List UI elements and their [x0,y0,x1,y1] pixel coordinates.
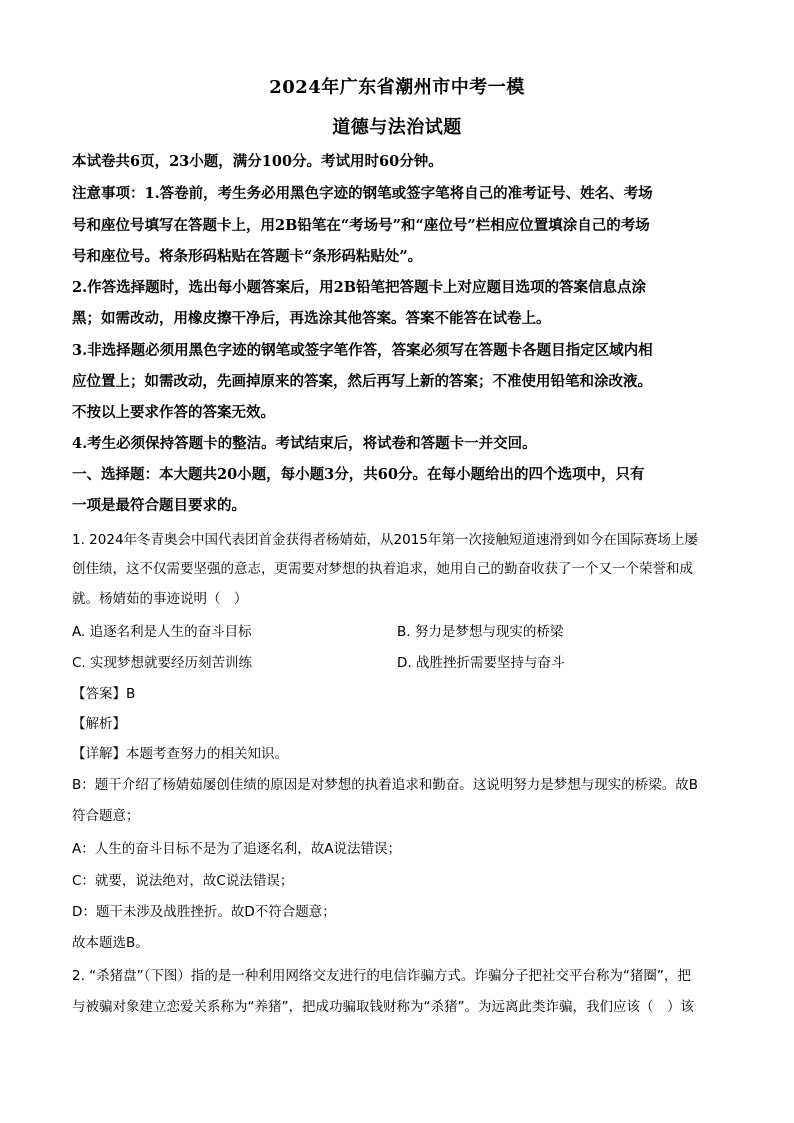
question-2-line-2: 与被骗对象建立恋爱关系称为“养猪”，把成功骗取钱财称为“杀猪”。为远离此类诈骗，我们应该（ ）该 [72,999,694,1015]
question-1-explanation-d: D：题干未涉及战胜挫折。故D不符合题意； [72,904,336,920]
question-1-option-d: D. 战胜挫折需要坚持与奋斗 [397,655,565,671]
question-1-option-c: C. 实现梦想就要经历刻苦训练 [72,655,253,671]
note-2-line-2: 黑；如需改动，用橡皮擦干净后，再选涂其他答案。答案不能答在试卷上。 [72,310,551,327]
note-3-line-3: 不按以上要求作答的答案无效。 [72,404,275,421]
exam-subtitle: 道德与法治试题 [332,117,462,138]
question-1-explanation-b-line-1: B：题干介绍了杨婧茹屡创佳绩的原因是对梦想的执着追求和勤奋。这说明努力是梦想与现实的桥梁。故B [72,777,699,793]
question-1-detail: 【详解】本题考查努力的相关知识。 [72,746,288,762]
note-2-line-1: 2.作答选择题时，选出每小题答案后，用2B铅笔把答题卡上对应题目选项的答案信息点涂 [72,279,646,296]
question-1-conclusion: 故本题选B。 [72,935,149,951]
section-heading-line-2: 一项是最符合题目要求的。 [72,497,246,514]
exam-summary: 本试卷共6页，23小题，满分100分。考试用时60分钟。 [72,153,443,170]
exam-title: 2024年广东省潮州市中考一模 [269,77,525,98]
question-1-explanation-b-line-2: 符合题意； [72,808,140,824]
note-3-line-1: 3.非选择题必须用黑色字迹的钢笔或签字笔作答，答案必须写在答题卡各题目指定区域内相 [72,342,653,359]
question-1-explanation-c: C：就要，说法绝对，故C说法错误； [72,873,294,889]
question-2-line-1: 2. “杀猪盘”（下图）指的是一种利用网络交友进行的电信诈骗方式。诈骗分子把社交平台称为“猪圈”，把 [72,968,691,984]
section-heading-line-1: 一、选择题：本大题共20小题，每小题3分，共60分。在每小题给出的四个选项中，只有 [72,466,645,483]
question-1-line-2: 创佳绩，这不仅需要坚强的意志，更需要对梦想的执着追求，她用自己的勤奋收获了一个又一个荣誉和成 [72,561,693,577]
note-1-line-2: 号和座位号填写在答题卡上，用2B铅笔在“考场号”和“座位号”栏相应位置填涂自己的考场 [72,217,650,234]
question-1-analysis-label: 【解析】 [72,716,126,732]
question-1-explanation-a: A：人生的奋斗目标不是为了追逐名利，故A说法错误； [72,841,401,857]
note-3-line-2: 应位置上；如需改动，先画掉原来的答案，然后再写上新的答案；不准使用铅笔和涂改液。 [72,373,652,390]
question-1-answer: 【答案】B [72,686,136,702]
question-1-line-1: 1. 2024年冬青奥会中国代表团首金获得者杨婧茹，从2015年第一次接触短道速滑到如今在国际赛场上屡 [72,532,698,548]
note-4-line-1: 4.考生必须保持答题卡的整洁。考试结束后，将试卷和答题卡一并交回。 [72,435,537,452]
question-1-option-b: B. 努力是梦想与现实的桥梁 [397,624,564,640]
note-1-line-1: 注意事项：1.答卷前，考生务必用黑色字迹的钢笔或签字笔将自己的准考证号、姓名、考场 [72,185,653,202]
note-1-line-3: 号和座位号。将条形码粘贴在答题卡“条形码粘贴处”。 [72,248,423,265]
question-1-line-3: 就。杨婧茹的事迹说明（ ） [72,591,248,607]
question-1-option-a: A. 追逐名利是人生的奋斗目标 [72,624,252,640]
